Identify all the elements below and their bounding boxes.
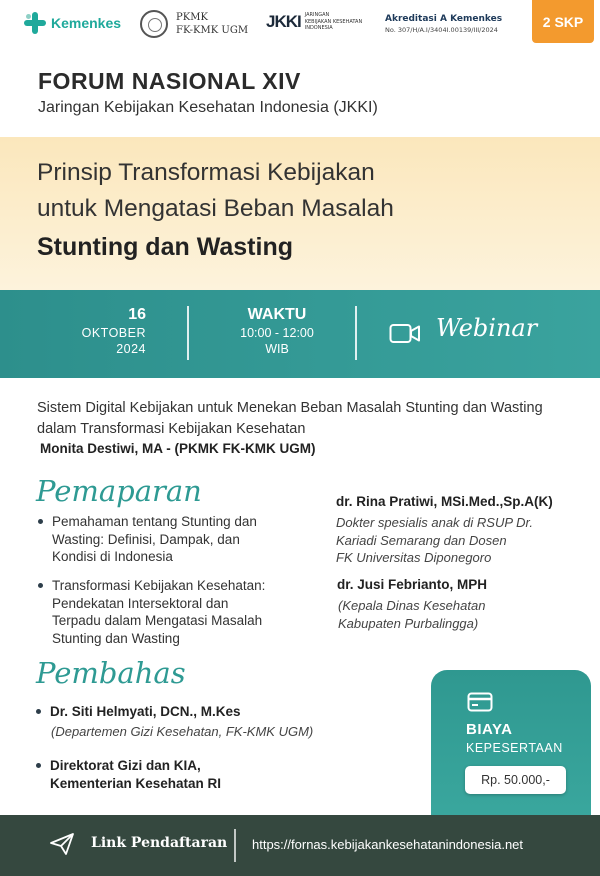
event-year: 2024 (116, 342, 146, 356)
pemaparan-affiliation-2 (338, 597, 578, 632)
pkmk-logo-line1: PKMK (176, 12, 208, 23)
accreditation-info (385, 14, 502, 34)
pembahas-affiliation: (Departemen Gizi Kesehatan, FK-KMK UGM) (51, 724, 314, 739)
video-camera-icon (389, 323, 421, 345)
pemaparan-speaker-2: dr. Jusi Febrianto, MPH (337, 577, 488, 592)
topic-line: Wasting: Definisi, Dampak, dan (52, 531, 240, 547)
topic-line: Kondisi di Indonesia (52, 549, 173, 564)
topic-line: Terpadu dalam Mengatasi Masalah (52, 613, 263, 628)
event-time (222, 306, 332, 356)
pembahas-name-line: Kementerian Kesehatan RI (50, 775, 222, 791)
pembahas-item-1 (50, 703, 420, 721)
header-logo-bar (0, 0, 600, 52)
pembahas-item-2 (50, 757, 350, 792)
pkmk-logo-line2: FK-KMK UGM (176, 25, 249, 36)
jkki-logo-line1: JARINGAN (304, 12, 330, 19)
affiliation-line: (Kepala Dinas Kesehatan (338, 598, 486, 613)
topic-line3: Stunting dan Wasting (37, 233, 293, 261)
affiliation-line: Kariadi Semarang dan Dosen (336, 532, 507, 548)
jkki-logo-line3: INDONESIA (304, 25, 333, 32)
pembahas-name: Dr. Siti Helmyati, DCN., M.Kes (50, 704, 241, 719)
event-time-label: WAKTU (247, 306, 307, 323)
jkki-logo-abbr: JKKI (266, 12, 301, 31)
event-format: Webinar (436, 314, 538, 342)
accreditation-number: No. 307/H/A.I/3404I.00139/III/2024 (385, 26, 498, 34)
topic-line: Pendekatan Intersektoral dan (52, 595, 229, 611)
session-speaker: Monita Destiwi, MA - (PKMK FK-KMK UGM) (40, 441, 316, 456)
registration-label: Link Pendaftaran (91, 835, 228, 851)
kemenkes-logo-icon (24, 12, 46, 34)
forum-subtitle: Jaringan Kebijakan Kesehatan Indonesia (JKKI) (38, 99, 378, 116)
pkmk-logo (140, 10, 248, 38)
forum-title: FORUM NASIONAL XIV (38, 68, 301, 94)
pemaparan-affiliation-1 (336, 514, 586, 567)
topic-line: Pemahaman tentang Stunting dan (52, 514, 257, 529)
bullet-dot-icon (36, 709, 41, 714)
footer-divider (234, 829, 236, 862)
jkki-logo-line2: KEBIJAKAN KESEHATAN (304, 18, 363, 25)
ugm-seal-icon (140, 10, 168, 38)
skp-badge: 2 SKP (532, 0, 594, 43)
session-title: Sistem Digital Kebijakan untuk Menekan Beban Masalah Stunting dan Wasting dalam Transformasi Kebijakan Kesehatan (37, 400, 543, 437)
topic-line: Stunting dan Wasting (52, 630, 180, 646)
registration-link[interactable]: https://fornas.kebijakankesehatanindonesia.net (252, 837, 524, 852)
pemaparan-topic-2 (52, 577, 327, 647)
bullet-dot-icon (38, 519, 43, 524)
pembahas-heading: Pembahas (36, 656, 186, 690)
topic-line1: Prinsip Transformasi Kebijakan (37, 159, 375, 186)
bullet-dot-icon (36, 763, 41, 768)
event-month: OKTOBER (81, 326, 146, 340)
pemaparan-heading: Pemaparan (36, 474, 202, 508)
event-info-band (0, 290, 600, 378)
affiliation-line: Dokter spesialis anak di RSUP Dr. (336, 515, 533, 530)
jkki-logo (266, 12, 362, 32)
pemaparan-speaker-1: dr. Rina Pratiwi, MSi.Med.,Sp.A(K) (336, 494, 553, 509)
card-icon (467, 692, 493, 712)
fee-subtitle: KEPESERTAAN (466, 741, 563, 755)
topic-line: Transformasi Kebijakan Kesehatan: (52, 578, 266, 593)
kemenkes-logo (24, 12, 121, 34)
kemenkes-logo-text: Kemenkes (51, 15, 122, 31)
event-time-value: 10:00 - 12:00 (240, 326, 314, 340)
paper-plane-icon (49, 832, 75, 856)
bullet-dot-icon (38, 583, 43, 588)
fee-card (431, 670, 591, 820)
pemaparan-topic-1 (52, 513, 322, 566)
affiliation-line: Kabupaten Purbalingga) (338, 615, 479, 631)
event-day: 16 (128, 306, 146, 323)
fee-title: BIAYA (466, 721, 513, 738)
affiliation-line: FK Universitas Diponegoro (336, 550, 492, 565)
info-divider (187, 306, 189, 360)
topic-banner (0, 137, 600, 290)
accreditation-title: Akreditasi A Kemenkes (385, 14, 503, 24)
event-date (80, 306, 146, 356)
fee-price: Rp. 50.000,- (465, 766, 566, 794)
info-divider (355, 306, 357, 360)
event-time-zone: WIB (265, 342, 289, 356)
topic-line2: untuk Mengatasi Beban Masalah (37, 195, 394, 222)
pembahas-name-line: Direktorat Gizi dan KIA, (50, 758, 201, 773)
footer-registration (0, 815, 600, 876)
